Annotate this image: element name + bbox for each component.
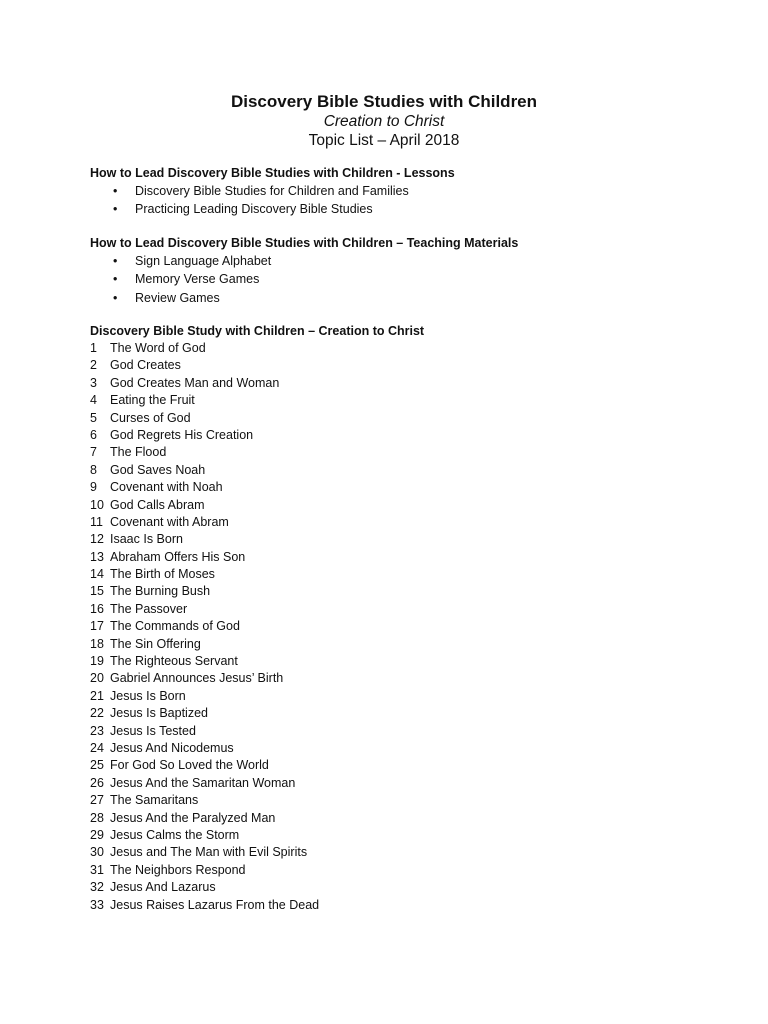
list-item-text: Practicing Leading Discovery Bible Studies: [135, 202, 373, 217]
lesson-title: God Creates Man and Woman: [110, 375, 280, 390]
list-item-text: Discovery Bible Studies for Children and Families: [135, 184, 409, 198]
lesson-item: [90, 375, 710, 392]
lesson-title: The Commands of God: [110, 619, 240, 634]
lesson-item: [90, 618, 710, 635]
lesson-item: [90, 653, 710, 670]
lesson-title: Jesus And the Samaritan Woman: [110, 775, 296, 790]
lesson-item: [90, 862, 710, 879]
list-item-text: Sign Language Alphabet: [135, 254, 272, 268]
lesson-title: Jesus Is Baptized: [110, 706, 208, 721]
lesson-item: [90, 444, 710, 461]
list-item: [90, 200, 710, 218]
lesson-title: Jesus Is Tested: [110, 723, 196, 738]
bullet-icon: •: [113, 202, 118, 217]
lesson-title: Jesus and The Man with Evil Spirits: [110, 845, 308, 860]
document-subtitle: Creation to Christ: [323, 113, 445, 130]
lesson-title: Jesus Is Born: [110, 688, 186, 703]
lesson-item: [90, 497, 710, 514]
lesson-number: 11: [90, 514, 103, 529]
lesson-item: [90, 392, 710, 409]
lesson-number: 17: [90, 619, 104, 634]
lesson-number: 31: [90, 862, 104, 877]
lesson-title: The Righteous Servant: [110, 654, 238, 669]
lesson-title: Gabriel Announces Jesus’ Birth: [110, 671, 284, 686]
list-item: [90, 270, 710, 288]
lesson-item: [90, 827, 710, 844]
bullet-icon: •: [113, 254, 118, 268]
lesson-item: [90, 810, 710, 827]
lesson-item: [90, 566, 710, 583]
lesson-title: Covenant with Noah: [110, 480, 223, 495]
lesson-number: 4: [90, 393, 97, 408]
bullet-list: [90, 182, 710, 219]
lesson-number: 22: [90, 706, 104, 721]
lesson-number: 2: [90, 358, 97, 373]
section-creation-to-christ: [90, 323, 710, 914]
lesson-number: 29: [90, 827, 104, 842]
lesson-title: Eating the Fruit: [110, 393, 195, 408]
lesson-number: 19: [90, 654, 104, 669]
lesson-item: [90, 688, 710, 705]
list-item: [90, 182, 710, 200]
section-heading: How to Lead Discovery Bible Studies with Children – Teaching Materials: [90, 236, 519, 250]
lesson-number: 20: [90, 671, 104, 686]
lesson-item: [90, 740, 710, 757]
lesson-item: [90, 549, 710, 566]
lesson-number: 18: [90, 636, 104, 651]
lesson-item: [90, 879, 710, 896]
lesson-item: [90, 897, 710, 914]
lesson-title: God Calls Abram: [110, 497, 205, 512]
lesson-title: For God So Loved the World: [110, 758, 269, 773]
topic-list-date: Topic List – April 2018: [308, 132, 460, 149]
lesson-title: The Samaritans: [110, 793, 199, 808]
lesson-number: 3: [90, 375, 97, 390]
bullet-list: [90, 252, 710, 307]
lesson-number: 16: [90, 601, 104, 616]
lesson-item: [90, 357, 710, 374]
list-item-text: Review Games: [135, 290, 220, 305]
section-lessons: [90, 165, 710, 219]
lesson-title: Isaac Is Born: [110, 532, 183, 547]
lesson-title: Jesus And Nicodemus: [110, 740, 234, 755]
lesson-number: 8: [90, 462, 97, 477]
lesson-title: God Regrets His Creation: [110, 427, 254, 442]
lesson-item: [90, 775, 710, 792]
lesson-title: Covenant with Abram: [110, 514, 229, 529]
lesson-number: 25: [90, 758, 104, 773]
lesson-item: [90, 583, 710, 600]
lesson-number: 10: [90, 497, 104, 512]
lesson-item: [90, 757, 710, 774]
lesson-number: 28: [90, 810, 104, 825]
lesson-number: 6: [90, 427, 97, 442]
lesson-number: 24: [90, 740, 104, 755]
lesson-item: [90, 531, 710, 548]
lesson-title: The Birth of Moses: [110, 567, 215, 582]
lesson-title: Jesus Raises Lazarus From the Dead: [110, 897, 320, 912]
lesson-number: 13: [90, 549, 104, 564]
lesson-title: The Passover: [110, 601, 188, 616]
bullet-icon: •: [113, 290, 118, 305]
lesson-number: 7: [90, 445, 97, 460]
list-item-text: Memory Verse Games: [135, 272, 260, 287]
lesson-item: [90, 844, 710, 861]
lesson-item: [90, 670, 710, 687]
lesson-item: [90, 636, 710, 653]
bullet-icon: •: [113, 184, 118, 198]
lesson-list: [90, 340, 710, 914]
section-heading: How to Lead Discovery Bible Studies with Children - Lessons: [90, 166, 455, 180]
section-heading: Discovery Bible Study with Children – Creation to Christ: [90, 324, 425, 338]
lesson-item: [90, 410, 710, 427]
lesson-item: [90, 427, 710, 444]
lesson-number: 30: [90, 845, 104, 860]
lesson-item: [90, 705, 710, 722]
lesson-title: The Burning Bush: [110, 584, 211, 599]
document-title: Discovery Bible Studies with Children: [230, 92, 538, 111]
lesson-title: The Word of God: [110, 341, 206, 355]
lesson-number: 15: [90, 584, 104, 599]
lesson-item: [90, 601, 710, 618]
lesson-number: 14: [90, 567, 104, 582]
lesson-item: [90, 723, 710, 740]
lesson-title: The Neighbors Respond: [110, 862, 246, 877]
lesson-title: Jesus Calms the Storm: [110, 827, 240, 842]
lesson-item: [90, 462, 710, 479]
lesson-title: The Flood: [110, 445, 167, 460]
lesson-number: 12: [90, 532, 104, 547]
title-block: [0, 92, 768, 150]
lesson-item: [90, 514, 710, 531]
bullet-icon: •: [113, 272, 118, 287]
lesson-title: Jesus And the Paralyzed Man: [110, 810, 276, 825]
lesson-title: God Saves Noah: [110, 462, 206, 477]
lesson-title: Jesus And Lazarus: [110, 880, 216, 895]
lesson-number: 23: [90, 723, 104, 738]
lesson-title: Curses of God: [110, 410, 191, 425]
lesson-title: God Creates: [110, 358, 181, 373]
lesson-item: [90, 479, 710, 496]
lesson-item: [90, 792, 710, 809]
list-item: [90, 289, 710, 307]
section-teaching-materials: [90, 235, 710, 307]
lesson-number: 26: [90, 775, 104, 790]
lesson-number: 9: [90, 480, 97, 495]
lesson-number: 32: [90, 880, 104, 895]
lesson-title: Abraham Offers His Son: [110, 549, 246, 564]
lesson-number: 1: [90, 341, 97, 355]
lesson-title: The Sin Offering: [110, 636, 201, 651]
lesson-number: 27: [90, 793, 104, 808]
lesson-number: 33: [90, 897, 104, 912]
list-item: [90, 252, 710, 270]
lesson-number: 21: [90, 688, 104, 703]
lesson-number: 5: [90, 410, 97, 425]
lesson-item: [90, 340, 710, 357]
